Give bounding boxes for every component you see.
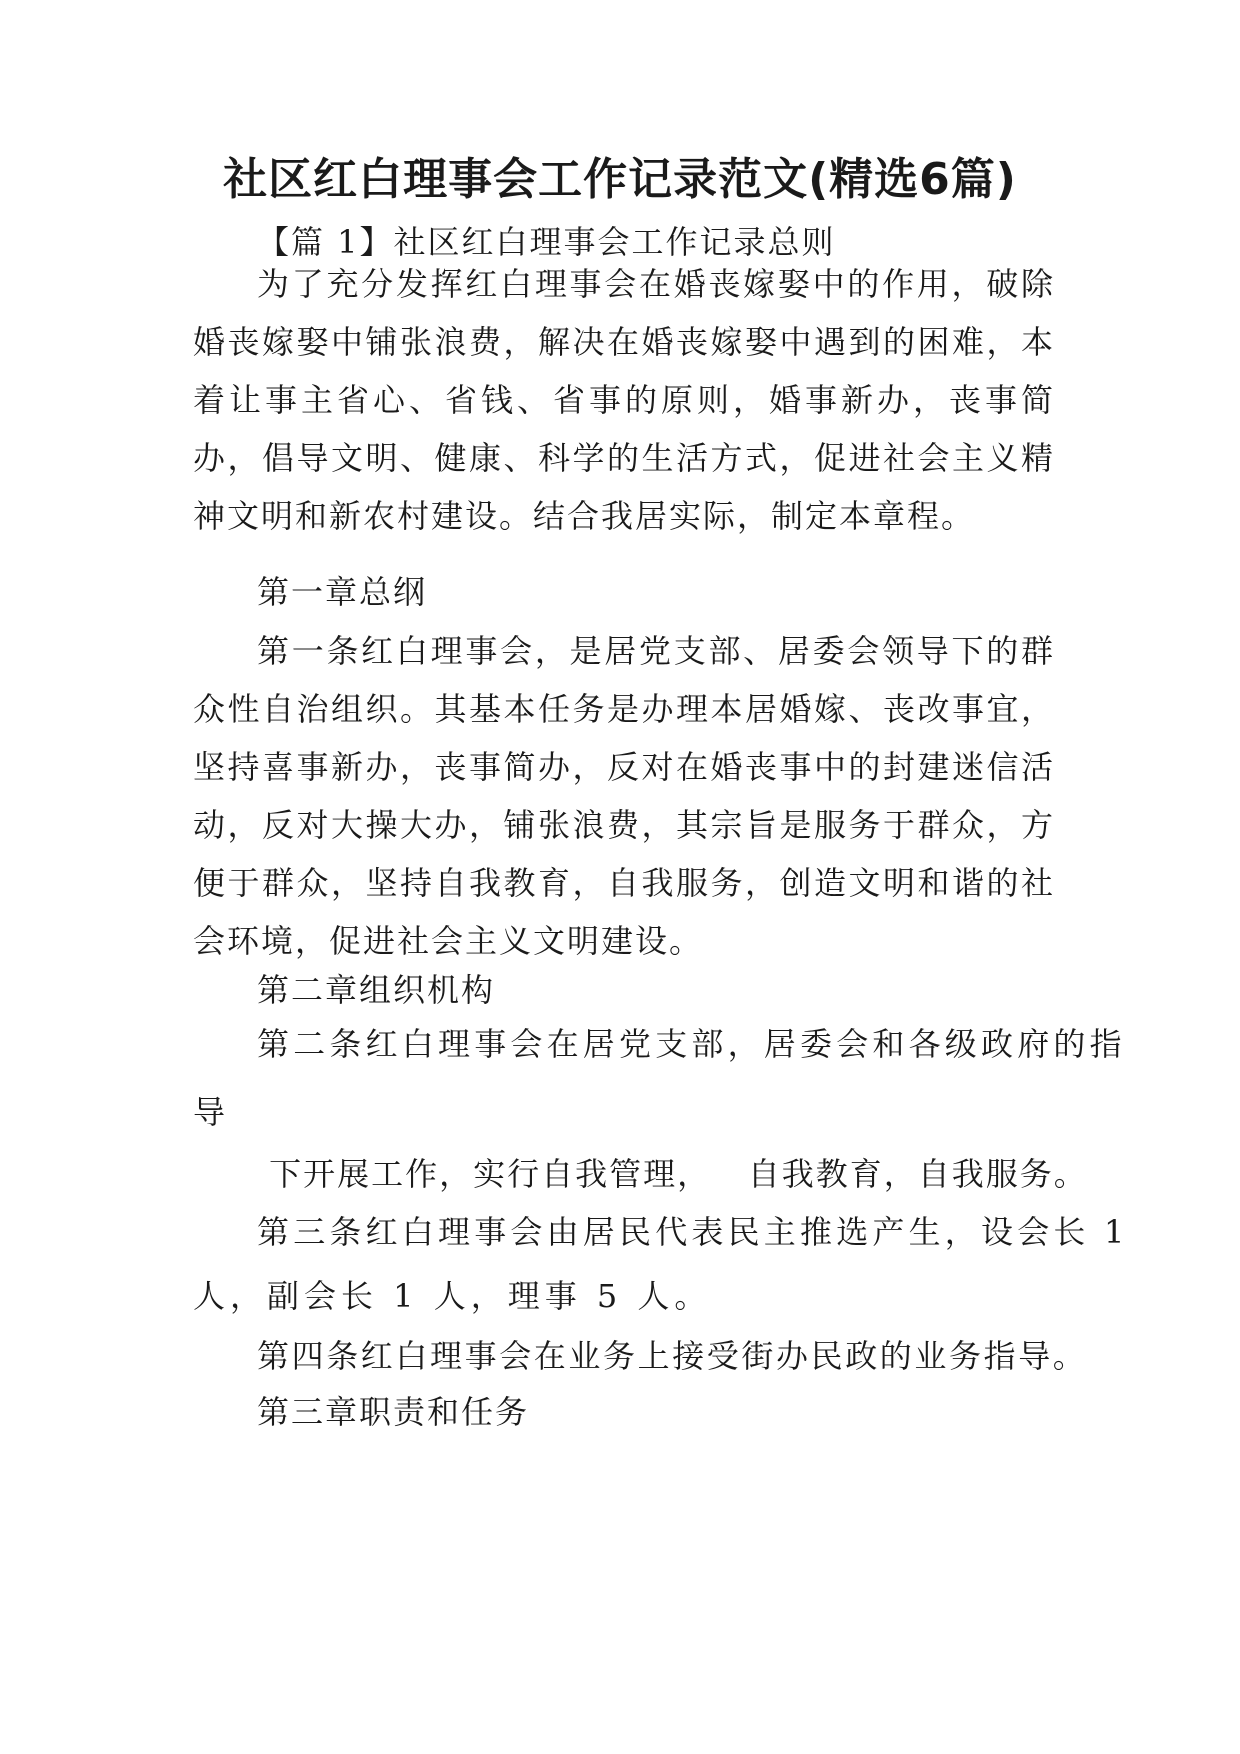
intro-paragraph: 为了充分发挥红白理事会在婚丧嫁娶中的作用，破除婚丧嫁娶中铺张浪费，解决在婚丧嫁娶中遇到的困难，本着让事主省心、省钱、省事的原则，婚事新办，丧事简办，倡导文明、健康、科学的生活方式，促进社会主义精神文明和新农村建设。结合我居实际，制定本章程。 bbox=[193, 265, 1055, 535]
chapter-heading-1: 第一章总纲 bbox=[257, 573, 428, 611]
article-2-line-3: 下开展工作，实行自我管理， 自我教育，自我服务。 bbox=[257, 1155, 1088, 1193]
chapter-heading-2: 第二章组织机构 bbox=[257, 971, 496, 1009]
article-2-line-2: 导 bbox=[193, 1093, 226, 1131]
article-3-line-2: 人，副会长 1 人，理事 5 人。 bbox=[193, 1277, 712, 1315]
document-title: 社区红白理事会工作记录范文(精选6篇) bbox=[223, 154, 1017, 205]
chapter-heading-3: 第三章职责和任务 bbox=[257, 1393, 530, 1431]
article-3-line-1: 第三条红白理事会由居民代表民主推选产生，设会长 1 bbox=[257, 1213, 1129, 1251]
article-1-paragraph: 第一条红白理事会，是居党支部、居委会领导下的群众性自治组织。其基本任务是办理本居婚嫁、丧改事宜，坚持喜事新办，丧事简办，反对在婚丧事中的封建迷信活动，反对大操大办，铺张浪费，其宗旨是服务于群众，方便于群众，坚持自我教育，自我服务，创造文明和谐的社会环境，促进社会主义文明建设。 bbox=[193, 632, 1055, 960]
section-heading: 【篇 1】社区红白理事会工作记录总则 bbox=[257, 223, 836, 261]
article-2-line-1: 第二条红白理事会在居党支部，居委会和各级政府的指 bbox=[257, 1025, 1126, 1063]
article-4-line: 第四条红白理事会在业务上接受街办民政的业务指导。 bbox=[257, 1337, 1088, 1375]
